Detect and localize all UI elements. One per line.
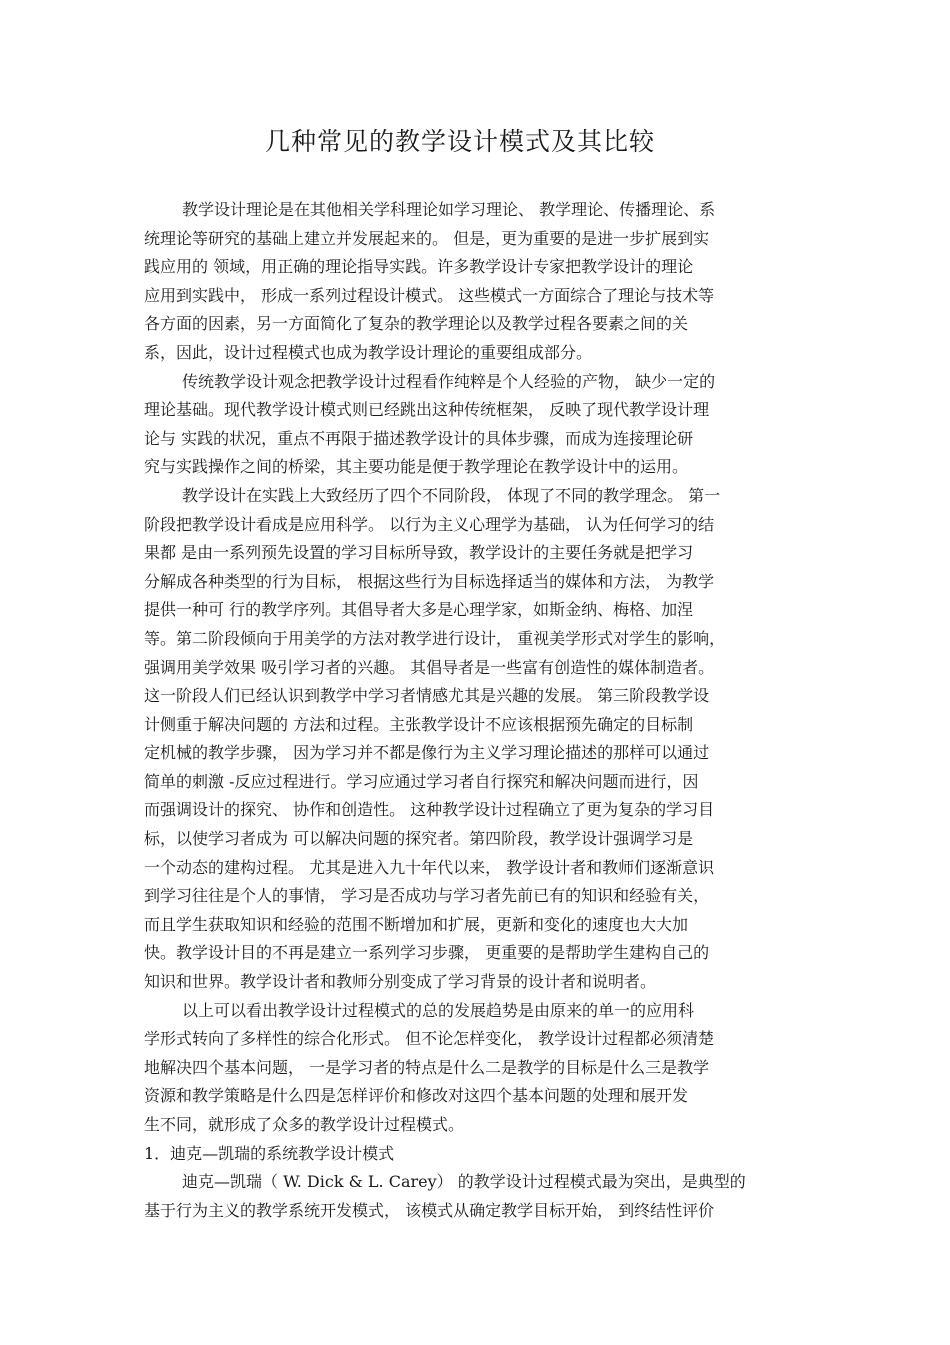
text-line: 践应用的 领域，用正确的理论指导实践。许多教学设计专家把教学设计的理论 [144,257,694,277]
text-line: 系，因此，设计过程模式也成为教学设计理论的重要组成部分。 [144,342,593,362]
text-line: 应用到实践中， 形成一系列过程设计模式。 这些模式一方面综合了理论与技术等 [144,285,715,305]
text-line: 教学设计在实践上大致经历了四个不同阶段， 体现了不同的教学理念。 第一 [182,485,721,505]
text-line: 计侧重于解决问题的 方法和过程。主张教学设计不应该根据预先确定的目标制 [144,714,694,734]
text-line: 一个动态的建构过程。 尤其是进入九十年代以来， 教学设计者和教师们逐渐意识 [144,857,715,877]
text-line: 生不同，就形成了众多的教学设计过程模式。 [144,1115,465,1134]
text-line: 究与实践操作之间的桥梁，其主要功能是便于教学理论在教学设计中的运用。 [144,457,689,477]
text-line: 标，以使学习者成为 可以解决问题的探究者。第四阶段，教学设计强调学习是 [144,829,694,849]
text-line: 定机械的教学步骤， 因为学习并不都是像行为主义学习理论描述的那样可以通过 [144,743,710,763]
text-line: 资源和教学策略是什么四是怎样评价和修改对这四个基本问题的处理和展开发 [144,1086,689,1106]
text-line: 学形式转向了多样性的综合化形式。 但不论怎样变化， 教学设计过程都必须清楚 [144,1029,715,1049]
text-line: 传统教学设计观念把教学设计过程看作纯粹是个人经验的产物， 缺少一定的 [182,371,716,391]
text-line: 提供一种可 行的教学序列。其倡导者大多是心理学家，如斯金纳、梅格、加涅 [144,600,694,620]
text-line: 各方面的因素，另一方面简化了复杂的教学理论以及教学过程各要素之间的关 [144,314,689,334]
text-line: 果都 是由一系列预先设置的学习目标所导致，教学设计的主要任务就是把学习 [144,543,694,563]
text-line: 等。第二阶段倾向于用美学的方法对教学进行设计， 重视美学形式对学生的影响， [144,628,726,648]
text-line: 强调用美学效果 吸引学习者的兴趣。 其倡导者是一些富有创造性的媒体制造者。 [144,657,715,677]
text-line: 知识和世界。教学设计者和教师分别变成了学习背景的设计者和说明者。 [144,972,657,992]
text-line: 阶段把教学设计看成是应用科学。 以行为主义心理学为基础， 认为任何学习的结 [144,514,715,534]
text-line: 迪克—凯瑞（ W. Dick & L. Carey） 的教学设计过程模式最为突出，是典型的 [182,1172,746,1192]
text-line: 而强调设计的探究、 协作和创造性。 这种教学设计过程确立了更为复杂的学习目 [144,800,715,820]
text-line: 分解成各种类型的行为目标， 根据这些行为目标选择适当的媒体和方法， 为教学 [144,571,715,591]
text-line: 论与 实践的状况，重点不再限于描述教学设计的具体步骤，而成为连接理论研 [144,428,694,448]
document-body [144,196,824,1225]
text-line: 简单的刺激 -反应过程进行。学习应通过学习者自行探究和解决问题而进行，因 [144,771,699,791]
text-line: 这一阶段人们已经认识到教学中学习者情感尤其是兴趣的发展。 第三阶段教学设 [144,686,710,706]
text-line: 快。教学设计目的不再是建立一系列学习步骤， 更重要的是帮助学生建构自己的 [144,943,710,963]
text-line: 统理论等研究的基础上建立并发展起来的。 但是，更为重要的是进一步扩展到实 [144,228,710,248]
text-line: 地解决四个基本问题， 一是学习者的特点是什么二是教学的目标是什么三是教学 [144,1057,710,1077]
text-line: 基于行为主义的教学系统开发模式， 该模式从确定教学目标开始， 到终结性评价 [144,1200,715,1220]
text-line: 理论基础。现代教学设计模式则已经跳出这种传统框架， 反映了现代教学设计理 [144,400,710,420]
text-line: 以上可以看出教学设计过程模式的总的发展趋势是由原来的单一的应用科 [182,1000,695,1020]
text-line: 1．迪克—凯瑞的系统教学设计模式 [144,1143,395,1163]
text-line: 而且学生获取知识和经验的范围不断增加和扩展，更新和变化的速度也大大加 [144,914,689,934]
document-title: 几种常见的教学设计模式及其比较 [264,127,655,156]
text-line: 到学习往往是个人的事情， 学习是否成功与学习者先前已有的知识和经验有关， [144,886,710,906]
text-line: 教学设计理论是在其他相关学科理论如学习理论、 教学理论、传播理论、系 [182,200,716,219]
